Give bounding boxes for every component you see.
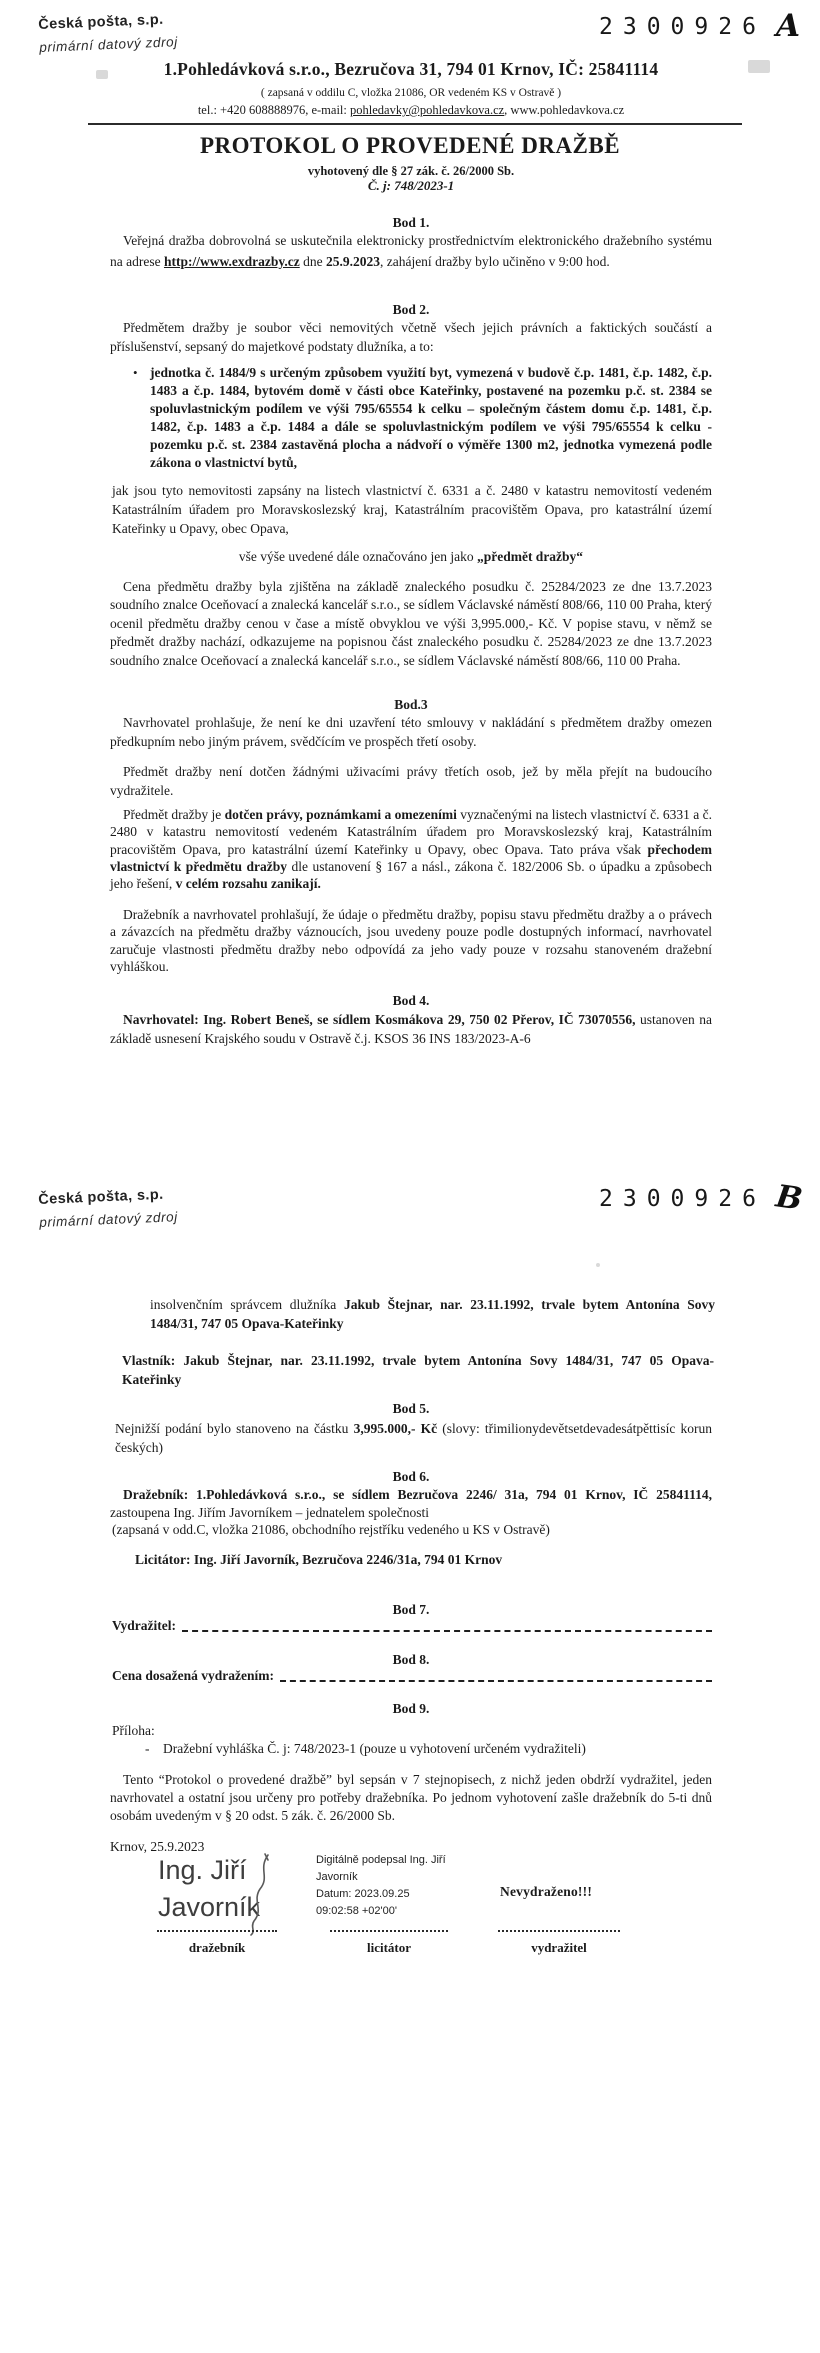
signature-line-winner (498, 1929, 620, 1932)
licitator-line: Licitátor: Ing. Jiří Javorník, Bezručova 2246/31a, 794 01 Krnov (135, 1552, 503, 1567)
bod4-heading: Bod 4. (392, 993, 430, 1008)
winner-label: Vydražitel: (112, 1618, 176, 1633)
bod4-paragraph (110, 1010, 712, 1048)
bod7-heading: Bod 7. (392, 1602, 430, 1617)
debtor-pre: insolvenčním správcem dlužníka (150, 1297, 344, 1312)
proposer-name: Navrhovatel: Ing. Robert Beneš, se sídlem Kosmákova 29, 750 02 Přerov, IČ 73070556, (123, 1012, 636, 1027)
bod6-heading: Bod 6. (392, 1469, 430, 1484)
proposer-rest: ustanoven na základě usnesení Krajského soudu v Ostravě č.j. KSOS 36 INS 183/2023-A-6 (110, 1012, 712, 1046)
bod3-paragraph-1: Navrhovatel prohlašuje, že není ke dni uzavření této smlouvy v nakládání s předmětem dražby omezen předkupním nebo jiným právem, svědčícím ve prospěch třetí osoby. (110, 715, 712, 749)
stamp-letter-b: B (773, 1178, 805, 1218)
attachment-item (145, 1740, 712, 1759)
p3-pre: Předmět dražby je (123, 807, 225, 822)
bod1-text-mid: dne (299, 254, 326, 269)
digital-signature-line4: 09:02:58 +02'00' (316, 1905, 397, 1917)
winner-blank-line (182, 1630, 712, 1632)
contact-post: , www.pohledavkova.cz (504, 103, 625, 117)
debtor-paragraph (150, 1295, 715, 1333)
auctioneer-name: Dražebník: 1.Pohledávková s.r.o., se sídlem Bezručova 2246/ 31a, 794 01 Krnov, IČ 25841114, (123, 1487, 712, 1502)
attachment-text: Dražební vyhláška Č. j: 748/2023-1 (pouze u vyhotovení určeném vydražiteli) (163, 1741, 586, 1756)
bod5-paragraph (115, 1419, 712, 1457)
sender-block-page1 (38, 11, 178, 55)
bod3-heading: Bod.3 (394, 697, 428, 712)
not-sold-note: Nevydraženo!!! (500, 1884, 593, 1899)
bullet-marker: • (133, 365, 138, 380)
bod1-text-post: , zahájení dražby bylo učiněno v 9:00 hod. (379, 254, 610, 269)
bod2-bullet-item: jednotka č. 1484/9 s určeným způsobem využití byt, vymezená v budově č.p. 1481, č.p. 1482, č.p. 1483 a č.p. 1484, bytovém domě v části obce Kateřinky, postavené na pozemku p.č. st. 2384 se spoluvlastnickým podílem ve výši 795/65554 k celku – společným částem domu č.p. 1481, č.p. 1482, č.p. 1483 a č.p. 1484 a dále se spoluvlastnickým podílem ve výši 795/65554 k celku - pozemku p.č. st. 2384 zastavěná plocha a nádvoří o výměře 1300 m2, jednotka vymezená podle zákona o vlastnictví bytů, (150, 365, 712, 470)
signature-line-auctioneer (157, 1929, 277, 1932)
bod3-paragraph-4: Dražebník a navrhovatel prohlašují, že údaje o předmětu dražby, popisu stavu předmětu dražby a o právech a závazcích na předmětu dražby váznoucích, jsou uvedeny pouze podle dostupných informací, navrhovatel zaručuje vlastnosti předmětu dražby nebo odpovídá za jeho vady pouze v rozsahu stanoveném dražební vyhláškou. (110, 907, 712, 974)
signature-line-licitator (330, 1929, 448, 1932)
stamp-letter-a: A (775, 8, 800, 44)
digital-signature-block (316, 1852, 476, 1920)
winner-row (112, 1617, 712, 1636)
bod1-text-pre: Veřejná dražba dobrovolná se uskutečnila elektronicky prostřednictvím elektronického dražebního systému na adrese (110, 233, 712, 269)
closing-paragraph: Tento “Protokol o provedené dražbě” byl sepsán v 7 stejnopisech, z nichž jeden obdrží vydražitel, jeden navrhovatel a ostatní jsou určeny pro potřeby dražebníka. Po jednom vyhotovení zašle dražebník do 5-ti dnů osobám uvedeným v § 20 odst. 5 zák. č. 26/2000 Sb. (110, 1772, 712, 1823)
sender-subtitle: primární datový zdroj (38, 1209, 179, 1230)
document-title: PROTOKOL O PROVEDENÉ DRAŽBĚ (199, 133, 621, 158)
stamp-page1 (599, 8, 800, 44)
bod2-intro: Předmětem dražby je soubor věci nemovitých včetně všech jejich právních a faktických součástí a příslušenství, sepsaný do majetkové podstaty dlužníka, a to: (110, 320, 712, 354)
digital-signature-line1: Digitálně podepsal Ing. Jiří (316, 1854, 446, 1866)
p3-mid1: vyznačenými na listech vlastnictví č. 6331 a č. 2480 v katastru nemovitostí vedeném Katastrálním úřadem pro Moravskoslezský kraj, Katastrálním pracovištěm Opava, pro katastrální území Kateřinky u Opavy, obec Opava. Tato práva však (110, 807, 713, 857)
sender-subtitle: primární datový zdroj (38, 34, 179, 55)
scan-artifact (96, 70, 108, 79)
owner-paragraph: Vlastník: Jakub Štejnar, nar. 23.11.1992, trvale bytem Antonína Sovy 1484/31, 747 05 Opava-Kateřinky (122, 1353, 714, 1387)
signature-label-licitator: licitátor (366, 1940, 412, 1955)
alias-term: „předmět dražby“ (476, 549, 584, 564)
stamp-number: 2300926 (599, 14, 766, 40)
debtor-name: Jakub Štejnar, nar. 23.11.1992, trvale bytem Antonína Sovy 1484/31, 747 05 Opava-Kateřinky (150, 1297, 716, 1331)
contact-pre: tel.: +420 608888976, e-mail: (197, 103, 350, 117)
p3-bold-transfer: přechodem vlastnictví k předmětu dražby (110, 841, 712, 874)
letterhead-company: 1.Pohledávková s.r.o., Bezručova 31, 794 01 Krnov, IČ: 25841114 (163, 59, 659, 79)
final-price-blank-line (280, 1680, 712, 1682)
bod2-price-paragraph: Cena předmětu dražby byla zjištěna na základě znaleckého posudku č. 25284/2023 ze dne 13.7.2023 soudního znalce Oceňovací a znalecká kancelář s.r.o., se sídlem Václavské náměstí 808/66, 110 00 Praha, který ocenil předmětu dražby cenou v čase a místě obvyklou ve výši 3,995.000,- Kč. V popise stavu, v němž se předmět dražby nachází, odkazujeme na popisnou část znaleckého posudku č. 25284/2023 ze dne 13.7.2023 soudního znalce Oceňovací a znalecká kancelář s.r.o., se sídlem Václavské náměstí 808/66, 110 00 Praha. (110, 579, 712, 668)
bod1-paragraph (110, 230, 712, 272)
sender-block-page2 (38, 1186, 178, 1230)
p3-mid2: dle ustanovení § 167 a násl., zákona č. 182/2006 Sb. o úpadku a způsobech jeho řešení, (110, 858, 712, 892)
letterhead-divider (88, 123, 742, 125)
document-case-number: Č. j: 748/2023-1 (367, 178, 455, 193)
bod9-heading: Bod 9. (392, 1701, 430, 1716)
signature-name-line1: Ing. Jiří (158, 1855, 247, 1885)
letterhead-contact (110, 103, 712, 118)
bod3-paragraph-3 (110, 806, 712, 892)
digital-signature-line2: Javorník (316, 1871, 358, 1883)
letterhead-registration: ( zapsaná v oddilu C, vložka 21086, OR vedeném KS v Ostravě ) (260, 87, 562, 99)
attachment-dash: - (145, 1741, 150, 1756)
bod1-heading: Bod 1. (392, 215, 430, 230)
bod3-paragraph-2: Předmět dražby není dotčen žádnými uživacími právy třetích osob, jež by měla přejít na budoucího vydražitele. (110, 764, 712, 798)
signature-label-winner: vydražitel (531, 1940, 587, 1955)
auction-url: http://www.exdrazby.cz (163, 254, 300, 269)
stamp-page2 (599, 1178, 805, 1218)
bod2-heading: Bod 2. (392, 302, 430, 317)
contact-email: pohledavky@pohledavkova.cz (350, 103, 505, 117)
attachment-label: Příloha: (112, 1723, 155, 1738)
bod2-cadastre: jak jsou tyto nemovitosti zapsány na listech vlastnictví č. 6331 a č. 2480 v katastru nemovitostí vedeném Katastrálním úřadem pro Moravskoslezský kraj, Katastrálním pracovištěm Opava, pro katastrální území Kateřinky u Opavy, obec Opava, (112, 483, 712, 536)
sender-name: Česká pošta, s.p. (38, 1186, 164, 1208)
auctioneer-rest: zastoupena Ing. Jiřím Javorníkem – jednatelem společnosti (110, 1505, 430, 1520)
auctioneer-paragraph (110, 1486, 712, 1522)
scan-artifact (596, 1263, 600, 1267)
signature-name-line2: Javorník (158, 1892, 261, 1922)
final-price-row (112, 1667, 712, 1686)
bod2-alias-line (110, 548, 712, 567)
bod5-heading: Bod 5. (392, 1401, 430, 1416)
scan-artifact (748, 60, 770, 73)
auctioneer-registration: (zapsaná v odd.C, vložka 21086, obchodního rejstříku vedeného u KS v Ostravě) (112, 1522, 550, 1537)
digital-signature-line3: Datum: 2023.09.25 (316, 1888, 410, 1900)
alias-pre: vše výše uvedené dále označováno jen jako (238, 549, 477, 564)
place-and-date: Krnov, 25.9.2023 (110, 1839, 205, 1854)
stamp-number: 2300926 (599, 1186, 766, 1212)
sender-name: Česká pošta, s.p. (38, 11, 164, 33)
signature-label-auctioneer: dražebník (188, 1940, 246, 1955)
bod8-heading: Bod 8. (392, 1652, 430, 1667)
auction-date: 25.9.2023 (325, 254, 380, 269)
p3-bold-rights: dotčen právy, poznámkami a omezeními (224, 807, 457, 822)
minimum-bid-amount: 3,995.000,- Kč (353, 1421, 438, 1436)
minimum-bid-pre: Nejnižší podání bylo stanoveno na částku (115, 1421, 354, 1436)
minimum-bid-words: (slovy: třimilionydevětsetdevadesátpěttisíc korun českých) (115, 1421, 712, 1455)
p3-bold-expire: v celém rozsahu zanikají. (175, 876, 321, 892)
document-subtitle: vyhotovený dle § 27 zák. č. 26/2000 Sb. (307, 164, 515, 178)
final-price-label: Cena dosažená vydražením: (112, 1668, 274, 1683)
handwritten-squiggle (244, 1851, 276, 1937)
